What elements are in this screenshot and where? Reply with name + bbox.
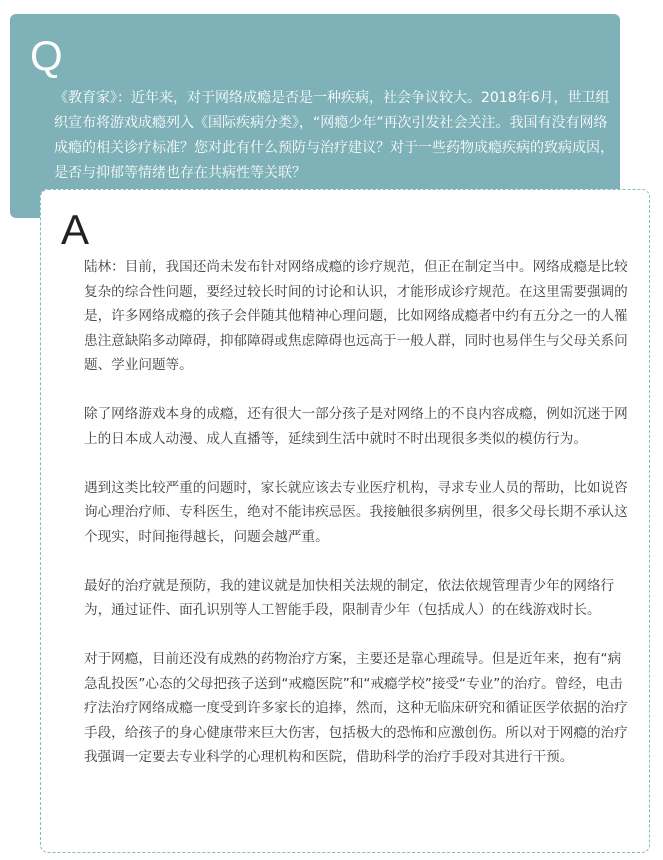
- answer-paragraph: 陆林：目前，我国还尚未发布针对网络成瘾的诊疗规范，但正在制定当中。网络成瘾是比较复杂的综合性问题，要经过较长时间的讨论和认识，才能形成诊疗规范。在这里需要强调的是，许多网络成瘾的孩子会伴随其他精神心理问题，比如网络成瘾者中约有五分之一的人罹患注意缺陷多动障碍，抑郁障碍或焦虑障碍也远高于一般人群，同时也易伴生与父母关系问题、学业问题等。: [84, 259, 628, 373]
- answer-paragraph: 对于网瘾，目前还没有成熟的药物治疗方案，主要还是靠心理疏导。但是近年来，抱有“病急乱投医”心态的父母把孩子送到“戒瘾医院”和“戒瘾学校”接受“专业”的治疗。曾经，电击疗法治疗网络成瘾一度受到许多家长的追捧，然而，这种无临床研究和循证医学依据的治疗手段，给孩子的身心健康带来巨大伤害，包括极大的恐怖和应激创伤。所以对于网瘾的治疗我强调一定要去专业科学的心理机构和医院，借助科学的治疗手段对其进行干预。: [84, 651, 628, 765]
- answer-body: [84, 255, 634, 770]
- question-panel: [10, 14, 620, 218]
- answer-label: A: [61, 206, 90, 253]
- answer-paragraph: 遇到这类比较严重的问题时，家长就应该去专业医疗机构，寻求专业人员的帮助，比如说咨询心理治疗师、专科医生，绝对不能讳疾忌医。我接触很多病例里，很多父母长期不承认这个现实，时间拖得越长，问题会越严重。: [84, 479, 628, 545]
- answer-panel: [40, 189, 650, 853]
- answer-paragraph: 除了网络游戏本身的成瘾，还有很大一部分孩子是对网络上的不良内容成瘾，例如沉迷于网上的日本成人动漫、成人直播等，延续到生活中就时不时出现很多类似的模仿行为。: [84, 406, 628, 447]
- question-label: Q: [30, 32, 63, 79]
- answer-paragraph: 最好的治疗就是预防，我的建议就是加快相关法规的制定，依法依规管理青少年的网络行为，通过证件、面孔识别等人工智能手段，限制青少年（包括成人）的在线游戏时长。: [84, 577, 615, 618]
- question-text: 《教育家》：近年来，对于网络成瘾是否是一种疾病，社会争议较大。2018年6月，世卫组织宣布将游戏成瘾列入《国际疾病分类》，“网瘾少年”再次引发社会关注。我国有没有网络成瘾的相关诊疗标准？您对此有什么预防与治疗建议？对于一些药物成瘾疾病的致病成因，是否与抑郁等情绪也存在共病性等关联？: [54, 90, 614, 181]
